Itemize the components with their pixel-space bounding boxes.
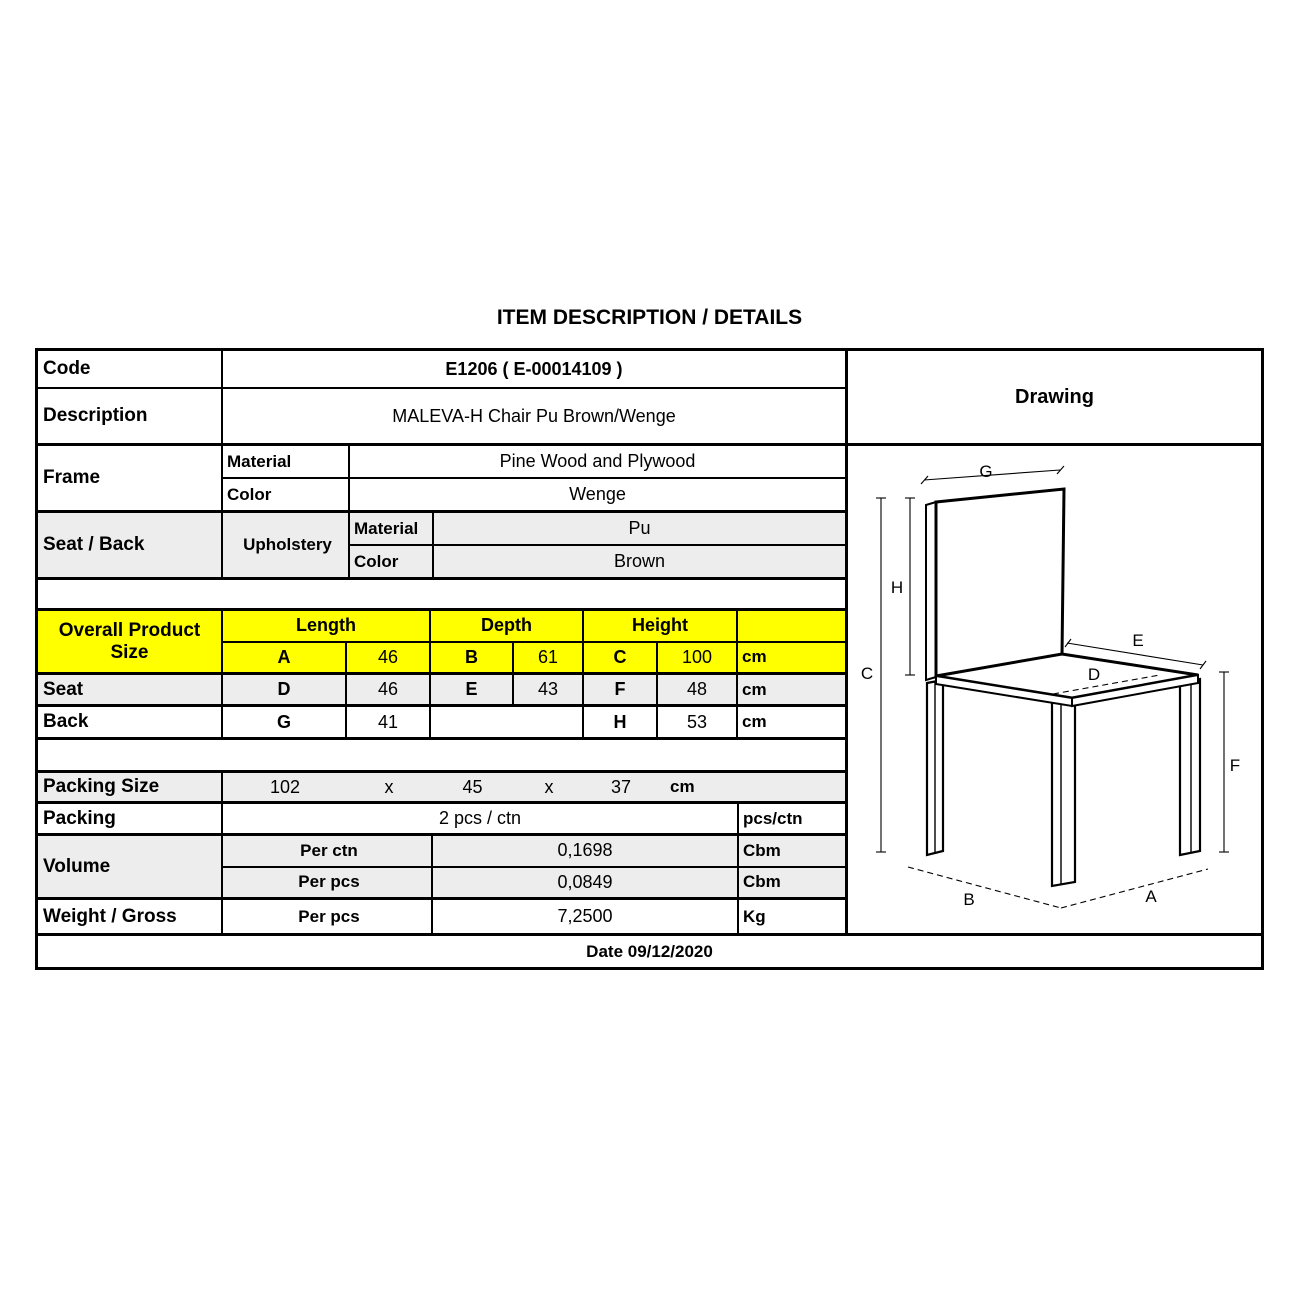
size-overall-values-row	[223, 643, 845, 673]
size-header-row	[223, 611, 845, 643]
dim-g-label: G	[223, 707, 347, 737]
volume-per-pcs-row	[223, 868, 845, 898]
packing-size-dim1: 102	[269, 776, 301, 797]
frame-label: Frame	[38, 446, 223, 510]
dim-label-d: D	[1087, 665, 1101, 684]
dim-h-label: H	[584, 707, 658, 737]
row-seat	[38, 675, 845, 707]
upholstery-material-label: Material	[350, 513, 434, 544]
row-back	[38, 707, 845, 740]
packing-size-unit: cm	[670, 777, 695, 796]
drawing-title: Drawing	[848, 351, 1261, 446]
packing-size-dim2: 45	[462, 776, 483, 797]
row-description	[38, 389, 845, 446]
dim-a-value: 46	[347, 643, 431, 673]
dim-e-label: E	[431, 675, 514, 704]
dim-b-value: 61	[514, 643, 584, 673]
dim-f-label: F	[584, 675, 658, 704]
dim-d-label: D	[223, 675, 347, 704]
back-unit: cm	[742, 712, 767, 731]
packing-size-sep1: x	[384, 776, 394, 797]
row-code	[38, 351, 845, 389]
drawing-panel	[848, 351, 1261, 933]
volume-per-pcs-label: Per pcs	[223, 868, 433, 898]
upholstery-label: Upholstery	[223, 513, 350, 577]
description-label: Description	[38, 389, 223, 443]
row-weight-gross	[38, 900, 845, 933]
dim-label-a: A	[1145, 887, 1157, 906]
dim-label-f: F	[1229, 756, 1241, 775]
row-seat-back	[38, 513, 845, 580]
volume-per-pcs-unit: Cbm	[743, 872, 781, 892]
volume-per-ctn-unit: Cbm	[743, 840, 781, 860]
length-header: Length	[223, 611, 431, 641]
upholstery-color-label: Color	[350, 546, 434, 577]
dim-b-label: B	[431, 643, 514, 673]
separator-row	[38, 740, 845, 773]
spec-sheet	[35, 348, 1264, 970]
seat-label: Seat	[38, 675, 223, 704]
packing-size-dim3: 37	[610, 776, 632, 797]
volume-per-ctn-row	[223, 836, 845, 868]
dim-label-b: B	[963, 890, 975, 909]
upholstery-material-row	[350, 513, 845, 546]
seat-unit: cm	[742, 679, 767, 699]
packing-size-sep2: x	[544, 776, 554, 797]
overall-size-label: Overall Product Size	[38, 611, 223, 672]
date-row	[38, 933, 1261, 967]
frame-material-row	[223, 446, 845, 479]
row-volume	[38, 836, 845, 900]
size-subtable	[223, 611, 845, 672]
chair-drawing	[848, 446, 1261, 933]
size-header-blank	[738, 611, 845, 641]
dim-label-h: H	[890, 578, 904, 597]
description-value: MALEVA-H Chair Pu Brown/Wenge	[392, 405, 676, 426]
weight-value: 7,2500	[433, 900, 739, 933]
code-label: Code	[38, 351, 223, 387]
packing-size-label: Packing Size	[38, 773, 223, 801]
dim-c-label: C	[584, 643, 658, 673]
dim-f-value: 48	[658, 675, 738, 704]
dim-g-value: 41	[347, 707, 431, 737]
separator-row	[38, 580, 845, 611]
page-title: ITEM DESCRIPTION / DETAILS	[496, 306, 803, 329]
upholstery-color-value: Brown	[613, 551, 666, 571]
overall-unit: cm	[742, 647, 767, 667]
depth-header: Depth	[431, 611, 584, 641]
chair-shape	[926, 489, 1200, 886]
seat-back-label: Seat / Back	[38, 513, 223, 577]
dim-d-value: 46	[347, 675, 431, 704]
date-value: Date 09/12/2020	[586, 941, 713, 961]
dim-label-g: G	[979, 462, 993, 481]
upholstery-color-row	[350, 546, 845, 577]
volume-per-ctn-label: Per ctn	[223, 836, 433, 866]
frame-material-value: Pine Wood and Plywood	[499, 451, 696, 471]
height-header: Height	[584, 611, 738, 641]
frame-color-label: Color	[223, 479, 350, 510]
volume-subtable	[223, 836, 845, 897]
dim-a-label: A	[223, 643, 347, 673]
row-packing	[38, 804, 845, 836]
packing-unit: pcs/ctn	[743, 808, 803, 828]
packing-size-values	[223, 773, 845, 801]
upholstery-material-value: Pu	[628, 518, 651, 538]
volume-per-pcs-value: 0,0849	[433, 868, 739, 898]
packing-label: Packing	[38, 804, 223, 833]
weight-unit: Kg	[743, 906, 766, 926]
row-overall-size	[38, 611, 845, 675]
frame-subtable	[223, 446, 845, 510]
dim-c-value: 100	[658, 643, 738, 673]
code-value: E1206 ( E-00014109 )	[445, 358, 623, 379]
packing-value: 2 pcs / ctn	[223, 804, 739, 833]
frame-color-row	[223, 479, 845, 510]
dim-h-value: 53	[658, 707, 738, 737]
back-depth-empty-cell	[431, 707, 584, 737]
seat-back-subtable	[350, 513, 845, 577]
weight-label: Weight / Gross	[38, 900, 223, 933]
dim-label-e: E	[1132, 631, 1144, 650]
chair-drawing-svg	[848, 446, 1261, 933]
sheet-main	[38, 351, 1261, 933]
weight-per-label: Per pcs	[223, 900, 433, 933]
dim-e-value: 43	[514, 675, 584, 704]
volume-label: Volume	[38, 836, 223, 897]
frame-material-label: Material	[223, 446, 350, 477]
row-frame	[38, 446, 845, 513]
dim-label-c: C	[860, 664, 874, 683]
spec-table	[38, 351, 848, 933]
frame-color-value: Wenge	[569, 484, 626, 504]
back-label: Back	[38, 707, 223, 737]
volume-per-ctn-value: 0,1698	[433, 836, 739, 866]
row-packing-size	[38, 773, 845, 804]
